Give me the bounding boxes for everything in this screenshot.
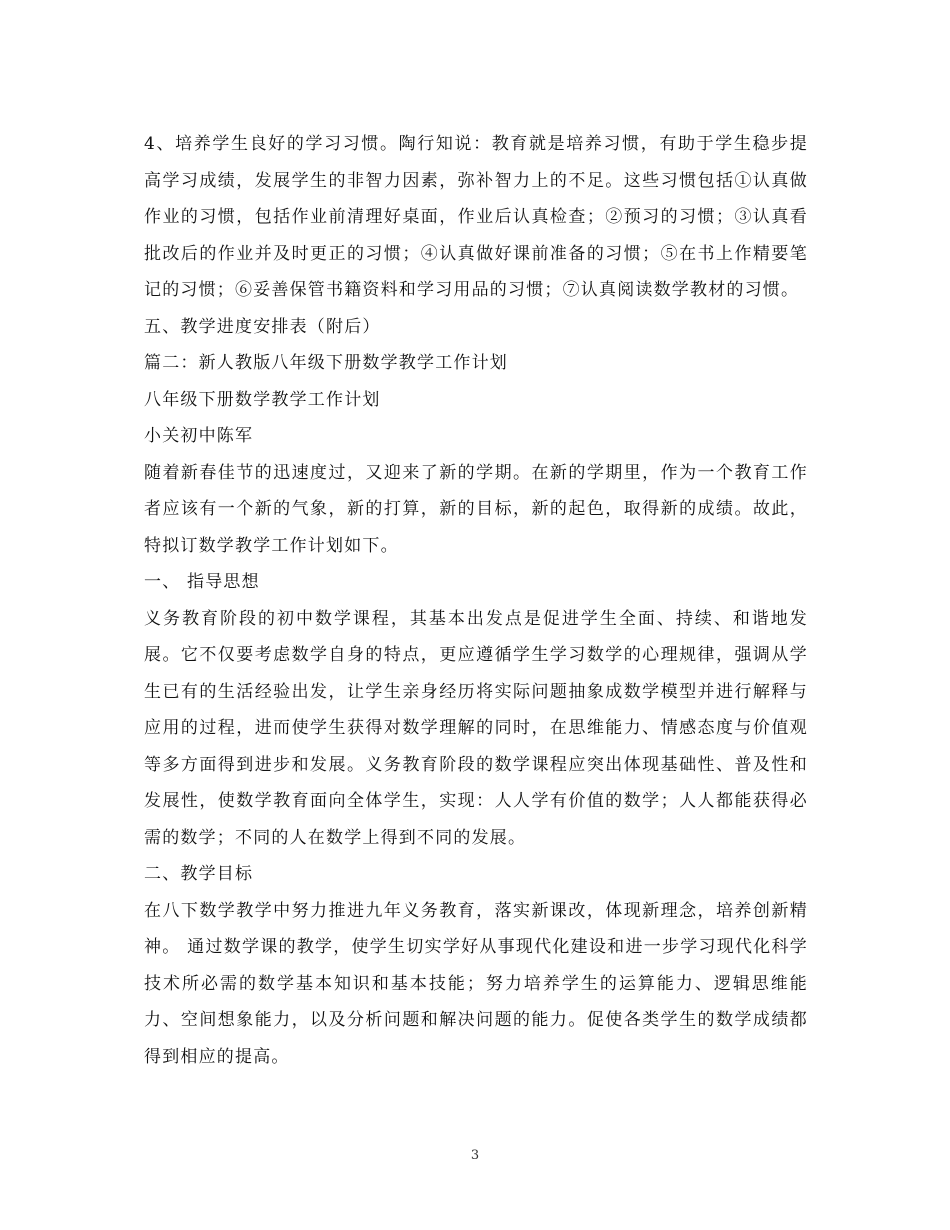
plan-title: 八年级下册数学教学工作计划: [144, 389, 381, 410]
author-line: 小关初中陈军: [144, 426, 254, 446]
guiding-ideology-heading: 一、 指导思想: [144, 572, 260, 592]
schedule-heading: 五、教学进度安排表（附后）: [144, 316, 381, 337]
teaching-goals-heading: 二、教学目标: [144, 864, 254, 884]
chapter-title: 篇二：新人教版八年级下册数学教学工作计划: [144, 353, 508, 373]
teaching-goals-paragraph: 在八下数学教学中努力推进九年义务教育，落实新课改，体现新理念，培养创新精神。 通过数学课的教学，使学生切实学好从事现代化建设和进一步学习现代化科学技术所必需的数学基本知识和基本技能；努力培养学生的运算能力、逻辑思维能力、空间想象能力，以及分析问题和解决问题的能力。促使各类学生的数学成绩都得到相应的提高。: [144, 900, 808, 1067]
guiding-ideology-paragraph: 义务教育阶段的初中数学课程，其基本出发点是促进学生全面、持续、和谐地发展。它不仅要考虑数学自身的特点，更应遵循学生学习数学的心理规律，强调从学生已有的生活经验出发，让学生亲身经历将实际问题抽象成数学模型并进行解释与应用的过程，进而使学生获得对数学理解的同时，在思维能力、情感态度与价值观等多方面得到进步和发展。义务教育阶段的数学课程应突出体现基础性、普及性和发展性，使数学教育面向全体学生，实现：人人学有价值的数学；人人都能获得必需的数学；不同的人在数学上得到不同的发展。: [144, 608, 808, 848]
page-number: 3: [470, 1148, 480, 1163]
page-body: [144, 126, 808, 1075]
intro-paragraph: 随着新春佳节的迅速度过，又迎来了新的学期。在新的学期里，作为一个教育工作者应该有一个新的气象，新的打算，新的目标，新的起色，取得新的成绩。故此，特拟订数学教学工作计划如下。: [144, 462, 808, 556]
habits-paragraph: 4、培养学生良好的学习习惯。陶行知说：教育就是培养习惯，有助于学生稳步提高学习成绩，发展学生的非智力因素，弥补智力上的不足。这些习惯包括①认真做作业的习惯，包括作业前清理好桌面，作业后认真检查；②预习的习惯；③认真看批改后的作业并及时更正的习惯；④认真做好课前准备的习惯；⑤在书上作精要笔记的习惯；⑥妥善保管书籍资料和学习用品的习惯；⑦认真阅读数学教材的习惯。: [144, 134, 808, 300]
